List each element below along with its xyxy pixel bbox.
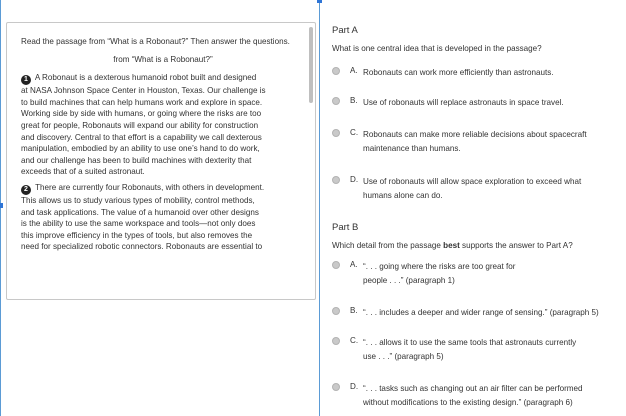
paragraph-line: great for people, Robonauts will expand our ability for construction [21, 120, 259, 130]
radio-button[interactable] [332, 261, 340, 269]
paragraph-number-badge: 2 [21, 185, 31, 195]
paragraph-line: at NASA Johnson Space Center in Houston, Texas. Our challenge is [21, 86, 266, 96]
radio-button[interactable] [332, 383, 340, 391]
radio-button[interactable] [332, 67, 340, 75]
frame-guide-left [0, 0, 1, 416]
paragraph-2 [21, 182, 305, 253]
radio-button[interactable] [332, 307, 340, 315]
passage-panel[interactable] [6, 22, 316, 300]
passage-title: from “What is a Robonaut?” [113, 54, 213, 64]
passage-content [21, 36, 305, 257]
paragraph-line: and task applications. The value of a humanoid over other designs [21, 207, 259, 217]
option-text: “. . . allows it to use the same tools that astronauts currently use . . .” (paragraph 5) [363, 338, 577, 361]
option-letter: B. [350, 96, 358, 105]
option-text: Robonauts can work more efficiently than astronauts. [363, 68, 554, 77]
resize-handle-left[interactable] [0, 203, 3, 208]
option-letter: C. [350, 128, 359, 137]
paragraph-line: to build machines that can help humans work and explore in space. [21, 97, 263, 107]
paragraph-line: and discovery. Central to that effort is a capability we call dexterous [21, 132, 262, 142]
radio-button[interactable] [332, 97, 340, 105]
option-text: Robonauts can make more reliable decisions about spacecraft maintenance than humans. [363, 130, 587, 153]
option-letter: A. [350, 66, 358, 75]
option-letter: D. [350, 382, 359, 391]
option-text: “. . . tasks such as changing out an air filter can be performed without modifications to the existing design.” (paragraph 6) [363, 384, 583, 407]
paragraph-line: A Robonaut is a dexterous humanoid robot built and designed [34, 73, 257, 83]
part-a-prompt: What is one central idea that is developed in the passage? [332, 44, 542, 53]
paragraph-line: exceeds that of a suited astronaut. [21, 167, 145, 177]
paragraph-line: This allows us to study various types of mobility, control methods, [21, 195, 255, 205]
frame-guide-divider[interactable] [319, 0, 320, 416]
paragraph-number-badge: 1 [21, 75, 31, 85]
option-letter: D. [350, 175, 359, 184]
paragraph-line: There are currently four Robonauts, with others in development. [35, 182, 265, 192]
option-text: “. . . going where the risks are too great for people . . .” (paragraph 1) [363, 262, 516, 285]
part-b-title: Part B [332, 222, 359, 233]
option-text: “. . . includes a deeper and wider range of sensing.” (paragraph 5) [363, 308, 599, 317]
option-text: Use of robonauts will allow space exploration to exceed what humans alone can do. [363, 177, 582, 200]
option-letter: A. [350, 260, 358, 269]
option-letter: B. [350, 306, 358, 315]
paragraph-1 [21, 72, 305, 178]
paragraph-line: and our challenge has been to build machines with dexterity that [21, 155, 252, 165]
option-text: Use of robonauts will replace astronauts in space travel. [363, 98, 564, 107]
paragraph-line: manipulation, embodied by an ability to use one’s hand to do work, [21, 144, 260, 154]
paragraph-line: this improve efficiency in the types of tools, but also removes the [21, 230, 253, 240]
paragraph-line: need for specialized robotic connectors. Robonauts are essential to [21, 242, 263, 252]
option-letter: C. [350, 336, 359, 345]
radio-button[interactable] [332, 337, 340, 345]
radio-button[interactable] [332, 129, 340, 137]
resize-handle-top[interactable] [317, 0, 322, 3]
part-a-title: Part A [332, 25, 358, 36]
passage-instructions: Read the passage from “What is a Robonaut?” Then answer the questions. [21, 37, 290, 46]
paragraph-line: is the ability to use the same workspace and tools—not only does [21, 219, 256, 229]
paragraph-line: Working side by side with humans, or going where the risks are too [21, 109, 262, 119]
radio-button[interactable] [332, 176, 340, 184]
passage-scrollbar[interactable] [309, 27, 313, 103]
part-b-prompt: Which detail from the passage best supports the answer to Part A? [332, 241, 573, 250]
